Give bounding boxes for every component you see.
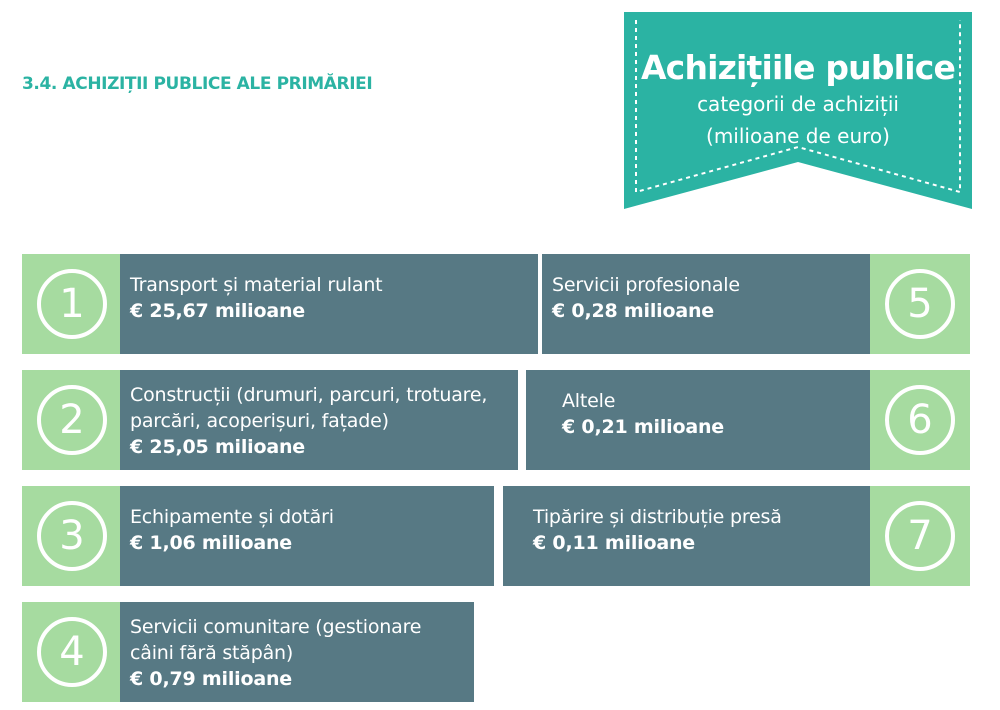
category-item-7 [503,486,970,586]
category-value: € 0,11 milioane [533,532,695,554]
number-circle: 4 [37,617,107,687]
category-value: € 1,06 milioane [130,532,292,554]
category-box [120,602,474,702]
category-label: Altele [562,390,616,412]
category-value: € 0,79 milioane [130,668,292,690]
category-item-2 [22,370,518,470]
number-badge [22,370,122,470]
number-badge [870,254,970,354]
number-badge [22,254,122,354]
number-circle: 1 [37,269,107,339]
number-circle: 2 [37,385,107,455]
number-circle: 5 [885,269,955,339]
category-label: Transport și material rulant [130,274,383,296]
banner-unit: (milioane de euro) [706,124,890,148]
category-box [503,486,872,586]
category-box [526,370,872,470]
category-label: Servicii profesionale [552,274,740,296]
category-label: Tipărire și distribuție presă [533,506,782,528]
category-box [542,254,872,354]
number-badge [22,602,122,702]
category-box [120,370,518,470]
number-badge [870,486,970,586]
category-value: € 25,05 milioane [130,436,305,458]
category-item-4 [22,602,474,702]
number-circle: 7 [885,501,955,571]
category-box [120,486,494,586]
number-circle: 6 [885,385,955,455]
banner-subtitle: categorii de achiziții [697,92,899,116]
number-badge [22,486,122,586]
section-title: 3.4. ACHIZIȚII PUBLICE ALE PRIMĂRIEI [22,74,373,94]
category-value: € 0,21 milioane [562,416,724,438]
title-banner [624,12,972,209]
number-circle: 3 [37,501,107,571]
category-item-1 [22,254,538,354]
category-label: Echipamente și dotări [130,506,334,528]
category-value: € 25,67 milioane [130,300,305,322]
category-item-5 [542,254,970,354]
category-item-3 [22,486,494,586]
category-box [120,254,538,354]
category-label: Construcții (drumuri, parcuri, trotuare, parcări, acoperișuri, fațade) [130,384,488,432]
category-item-6 [526,370,970,470]
banner-title: Achizițiile publice [640,48,956,87]
category-value: € 0,28 milioane [552,300,714,322]
number-badge [870,370,970,470]
category-label: Servicii comunitare (gestionare câini fără stăpân) [130,616,422,664]
